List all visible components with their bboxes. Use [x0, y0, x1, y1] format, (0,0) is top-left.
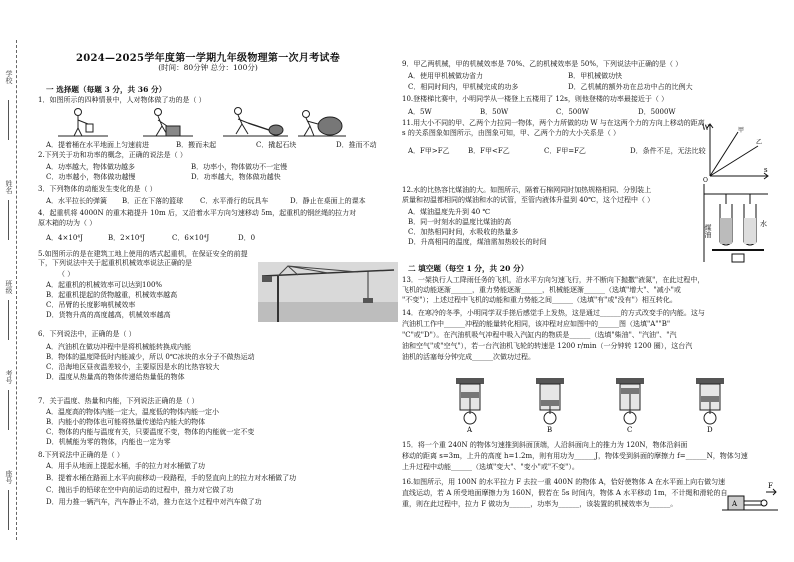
binding-blank-examno	[8, 390, 9, 430]
binding-label-examno: 考号	[5, 370, 13, 384]
exam-subtitle: (时间：80分钟 总分：100分)	[158, 63, 258, 72]
q14-line3: "C"或"D"）。在汽油机吸气冲程中吸入汽缸内的物质是______（选填"柴油"、"汽油"、"汽	[402, 331, 677, 339]
q6-option-a[interactable]: A．汽油机在做功冲程中是将机械能转换成内能	[46, 343, 192, 351]
q2-option-c[interactable]: C．功率越小，物体做功越慢	[46, 173, 136, 181]
binding-blank-name	[8, 200, 9, 240]
q15-line1: 15．将一个重 240N 的物体匀速推到斜面顶端，人沿斜面向上的推力为 120N，物体沿斜面	[402, 441, 688, 449]
q5-stem-line1: 5.如图所示的是在建筑工地上使用的塔式起重机，在保证安全的前提下，下列说法中关于起重机机械效率说法正确的是	[38, 250, 248, 267]
q4-stem-line2: 原木箱的功为（ ）	[38, 219, 97, 227]
figure-b-lift	[143, 109, 193, 137]
engine-figure-c	[616, 378, 644, 424]
q12-label-water: 水	[760, 220, 767, 228]
q5-option-c[interactable]: C．吊臂的长度影响机械效率	[46, 301, 136, 309]
q9-option-a[interactable]: A．使用甲机械做功省力	[408, 72, 484, 80]
q1-stem: 1．如图所示的四种情景中，人对物体做了功的是（ ）	[38, 96, 206, 104]
q1-options	[46, 140, 396, 150]
q2-options-row2	[46, 172, 281, 182]
q11-series-yi: 乙	[756, 139, 763, 146]
q10-options	[408, 107, 676, 117]
engine-label-b: B	[547, 426, 553, 434]
q14-line4: 油和空气"或"空气"），若一台汽油机飞轮的转速是 1200 r/min（一分钟转 1200 圈），这台汽	[402, 342, 693, 350]
section1-heading: 一 选择题（每题 3 分，共 36 分）	[46, 85, 167, 94]
q12-option-d[interactable]: D．升高相同的温度，煤油需加热较长的时间	[408, 238, 547, 246]
q16-block-label: A	[732, 500, 738, 508]
q11-origin: O	[703, 177, 708, 182]
q14-line2: 汽油机工作中______冲程的能量转化相同，该冲程对应如图中的______图（选填"A""B"	[402, 320, 671, 328]
q14-line1: 14．在寒冷的冬季，小明同学双手搓后感觉手上发热，这是通过______的方式改变手的内能。这与	[402, 309, 705, 317]
q2-stem: 2.下列关于功和功率的概念，正确的说法是（ ）	[38, 151, 187, 159]
q11-xlabel: s	[764, 166, 768, 174]
q9-option-d[interactable]: D．乙机械的额外功在总功中占的比例大	[568, 83, 693, 91]
q16-pulley-figure	[720, 474, 780, 514]
q3-option-d[interactable]: D．静止在桌面上的课本	[290, 197, 366, 205]
q9-stem: 9．甲乙两机械，甲的机械效率是 70%、乙的机械效率是 50%，下列说法中正确的是（ ）	[402, 60, 683, 68]
q1-option-c[interactable]: C．撬起石块	[256, 141, 297, 149]
engine-label-a: A	[467, 426, 473, 434]
q10-option-a[interactable]: A．5W	[408, 108, 432, 116]
q10-option-b[interactable]: B．50W	[480, 108, 509, 116]
q7-option-a[interactable]: A．温度高的物体内能一定大，温度低的物体内能一定小	[46, 408, 220, 416]
q2-option-d[interactable]: D．功率越大，物体做功越快	[191, 173, 281, 181]
q11-option-d[interactable]: D．条件不足，无法比较	[630, 147, 706, 155]
q11-options	[408, 146, 706, 156]
binding-label-school: 学校	[5, 70, 13, 84]
q3-options	[46, 196, 366, 206]
figure-c-lever	[223, 108, 288, 137]
q15-line3: 上升过程中动能______（选填"变大"、"变小"或"不变"）。	[402, 463, 579, 471]
q5-option-b[interactable]: B．起重机提起的货物越重，机械效率越高	[46, 291, 178, 299]
q16-force-label: F	[768, 482, 773, 490]
q13-line3: "不变"）；上述过程中飞机的动能和重力势能之间______（选填"有"或"没有"）相互转化。	[402, 296, 677, 304]
q13-line1: 13．一架执行人工降雨任务的飞机，沿水平方向匀速飞行，并不断向下抛撒"液氮"，在此过程中，	[402, 276, 705, 284]
q8-stem: 8.下列说法中正确的是（ ）	[38, 451, 124, 459]
q12-label-oil: 煤油	[704, 224, 712, 238]
binding-blank-seat	[8, 490, 9, 530]
q8-option-a[interactable]: A．用手从地面上提起水桶，手的拉力对水桶做了功	[46, 462, 206, 470]
q2-options-row1	[46, 162, 287, 172]
q3-option-b[interactable]: B．正在下落的篮球	[122, 197, 184, 205]
fold-line	[16, 40, 17, 540]
q5-option-a[interactable]: A．起重机的机械效率可以达到100%	[46, 281, 163, 289]
q16-line3: 重，则在此过程中，拉力 F 做功为______，功率为______，该装置的机械效率为______。	[402, 500, 678, 508]
q16-line1: 16.如图所示，用 100N 的水平拉力 F 去拉一重 400N 的物体 A，恰好使物体 A 在水平面上向右做匀速	[402, 478, 726, 486]
engine-figure-a	[456, 378, 484, 424]
q9-option-b[interactable]: B．甲机械做功快	[568, 72, 623, 80]
q16-line2: 直线运动，若 A 所受地面摩擦力为 160N，假若在 5s 时间内，物体 A 水平移动 1m，不计绳和滑轮的自	[402, 489, 728, 497]
q4-option-c[interactable]: C．6×10⁴J	[172, 234, 210, 242]
q7-option-d[interactable]: D．机械能为零的物体，内能也一定为零	[46, 438, 171, 446]
q8-option-c[interactable]: C．抛出手的铅球在空中向前运动的过程中，推力对它做了功	[46, 486, 234, 494]
q11-option-b[interactable]: B．F甲<F乙	[468, 147, 510, 155]
engine-label-c: C	[627, 426, 633, 434]
q9-option-c[interactable]: C．相同时间内，甲机械完成的功多	[408, 83, 519, 91]
q6-stem: 6．下列说法中，正确的是（ ）	[38, 330, 136, 338]
q8-option-d[interactable]: D．用力推一辆汽车，汽车静止不动，推力在这个过程中对汽车做了功	[46, 498, 262, 506]
section2-heading: 二 填空题（每空 1 分，共 20 分）	[408, 264, 529, 273]
q6-option-b[interactable]: B．物体的温度降低时内能减少，所以 0℃冰块的水分子不做热运动	[46, 353, 255, 361]
q11-ylabel: W	[702, 124, 710, 132]
q3-option-c[interactable]: C．水平滑行的玩具车	[200, 197, 269, 205]
q4-options	[46, 233, 255, 243]
q9-options-row1	[408, 71, 622, 81]
q4-stem-line1: 4．起重机将 4000N 的重木箱提升 10m 后，又沿着水平方向匀速移动 5m，起重机的钢丝绳的拉力对	[38, 209, 357, 217]
q1-option-a[interactable]: A．提着桶在水平地面上匀速前进	[46, 141, 150, 149]
q12-option-c[interactable]: C．加热相同时间，水吸收的热量多	[408, 228, 519, 236]
q13-line2: 飞机的动能逐渐______，重力势能逐渐______，机械能逐渐______（选填"增大"、"减小"或	[402, 286, 681, 294]
binding-margin	[0, 40, 30, 540]
q12-stem-line1: 12.水的比热容比煤油的大。如图所示，隔着石棉网同时加热规格相同、分别装上	[402, 186, 652, 194]
q11-option-a[interactable]: A．F甲>F乙	[408, 147, 450, 155]
q6-option-d[interactable]: D．温度从热量高的物体传递给热量低的物体	[46, 373, 185, 381]
q3-option-a[interactable]: A．水平拉长的弹簧	[46, 197, 108, 205]
q9-options-row2	[408, 82, 693, 92]
q12-option-a[interactable]: A．煤油温度先升到 40 ℃	[408, 208, 491, 216]
q2-option-b[interactable]: B．功率小，物体做功不一定慢	[191, 163, 288, 171]
q3-stem: 3．下列物体的动能发生变化的是（ ）	[38, 185, 157, 193]
q7-option-c[interactable]: C．物体的内能与温度有关，只要温度不变，物体的内能就一定不变	[46, 428, 255, 436]
figure-d-push	[298, 111, 346, 137]
q7-option-b[interactable]: B．内能小的物体也可能将热量传递给内能大的物体	[46, 418, 206, 426]
engine-label-d: D	[707, 426, 713, 434]
q1-option-b[interactable]: B．搬而未起	[176, 141, 217, 149]
figure-a-bucket	[58, 109, 108, 137]
binding-label-class: 班级	[5, 280, 13, 294]
crane-image	[258, 262, 398, 322]
q4-option-a[interactable]: A．4×10⁴J	[46, 234, 83, 242]
q11-stem-line1: 11.用大小不同的甲、乙两个力拉同一物体，两个力所做的功 W 与在这两个力的方向上移动的距离	[402, 119, 705, 127]
q12-option-b[interactable]: B．同一时刻水的温度比煤油的高	[408, 218, 512, 226]
q1-option-d[interactable]: D．推而不动	[336, 141, 377, 149]
q11-series-jia: 甲	[738, 127, 745, 134]
q11-stem-line2: s 的关系图象如图所示，由图象可知，甲、乙两个力的大小关系是（ ）	[402, 129, 621, 137]
binding-label-name: 姓名	[5, 180, 13, 194]
q5-option-d[interactable]: D．货物升高的高度越高，机械效率越高	[46, 311, 171, 319]
q15-line2: 移动的距离 s=3m，上升的高度 h=1.2m，则有用功为______J，物体受到斜面的摩擦力 f=______N，物体匀速	[402, 452, 748, 460]
q2-option-a[interactable]: A．功率越大，物体做功越多	[46, 163, 136, 171]
q1-figures	[48, 106, 348, 138]
q4-option-d[interactable]: D．0	[238, 234, 256, 242]
q6-option-c[interactable]: C．沿海地区昼夜温差较小，主要原因是水的比热容较大	[46, 363, 220, 371]
q8-option-b[interactable]: B．提着水桶在路面上水平向前移动一段路程，手的竖直向上的拉力对水桶做了功	[46, 474, 297, 482]
q11-option-c[interactable]: C．F甲=F乙	[544, 147, 586, 155]
exam-title: 2024—2025学年度第一学期九年级物理第一次月考试卷	[75, 53, 341, 64]
q4-option-b[interactable]: B．2×10⁴J	[108, 234, 145, 242]
q10-stem: 10.登楼梯比赛中，小明同学从一楼登上五楼用了 12s，则他登楼的功率最接近于（ ）	[402, 95, 669, 103]
engine-figure-b	[536, 378, 564, 424]
q5-stem-line2: （ ）	[58, 270, 75, 278]
q11-graph	[702, 120, 772, 182]
binding-blank-class	[8, 300, 9, 340]
q14-line5: 油机的活塞每分钟完成______次做功过程。	[402, 353, 535, 361]
q12-stem-line2: 质量和初温都相同的煤油和水的试管，至管内液体升温到 40℃，这个过程中（ ）	[402, 196, 655, 204]
q10-option-d[interactable]: D．5000W	[638, 108, 676, 116]
engine-figure-d	[696, 378, 724, 424]
engine-stroke-figures	[442, 374, 742, 434]
q10-option-c[interactable]: C．500W	[556, 108, 589, 116]
binding-label-seat: 座号	[5, 470, 13, 484]
binding-blank-school	[8, 100, 9, 140]
q12-apparatus	[698, 182, 778, 264]
q7-stem: 7．关于温度、热量和内能，下列说法正确的是（ ）	[38, 397, 199, 405]
